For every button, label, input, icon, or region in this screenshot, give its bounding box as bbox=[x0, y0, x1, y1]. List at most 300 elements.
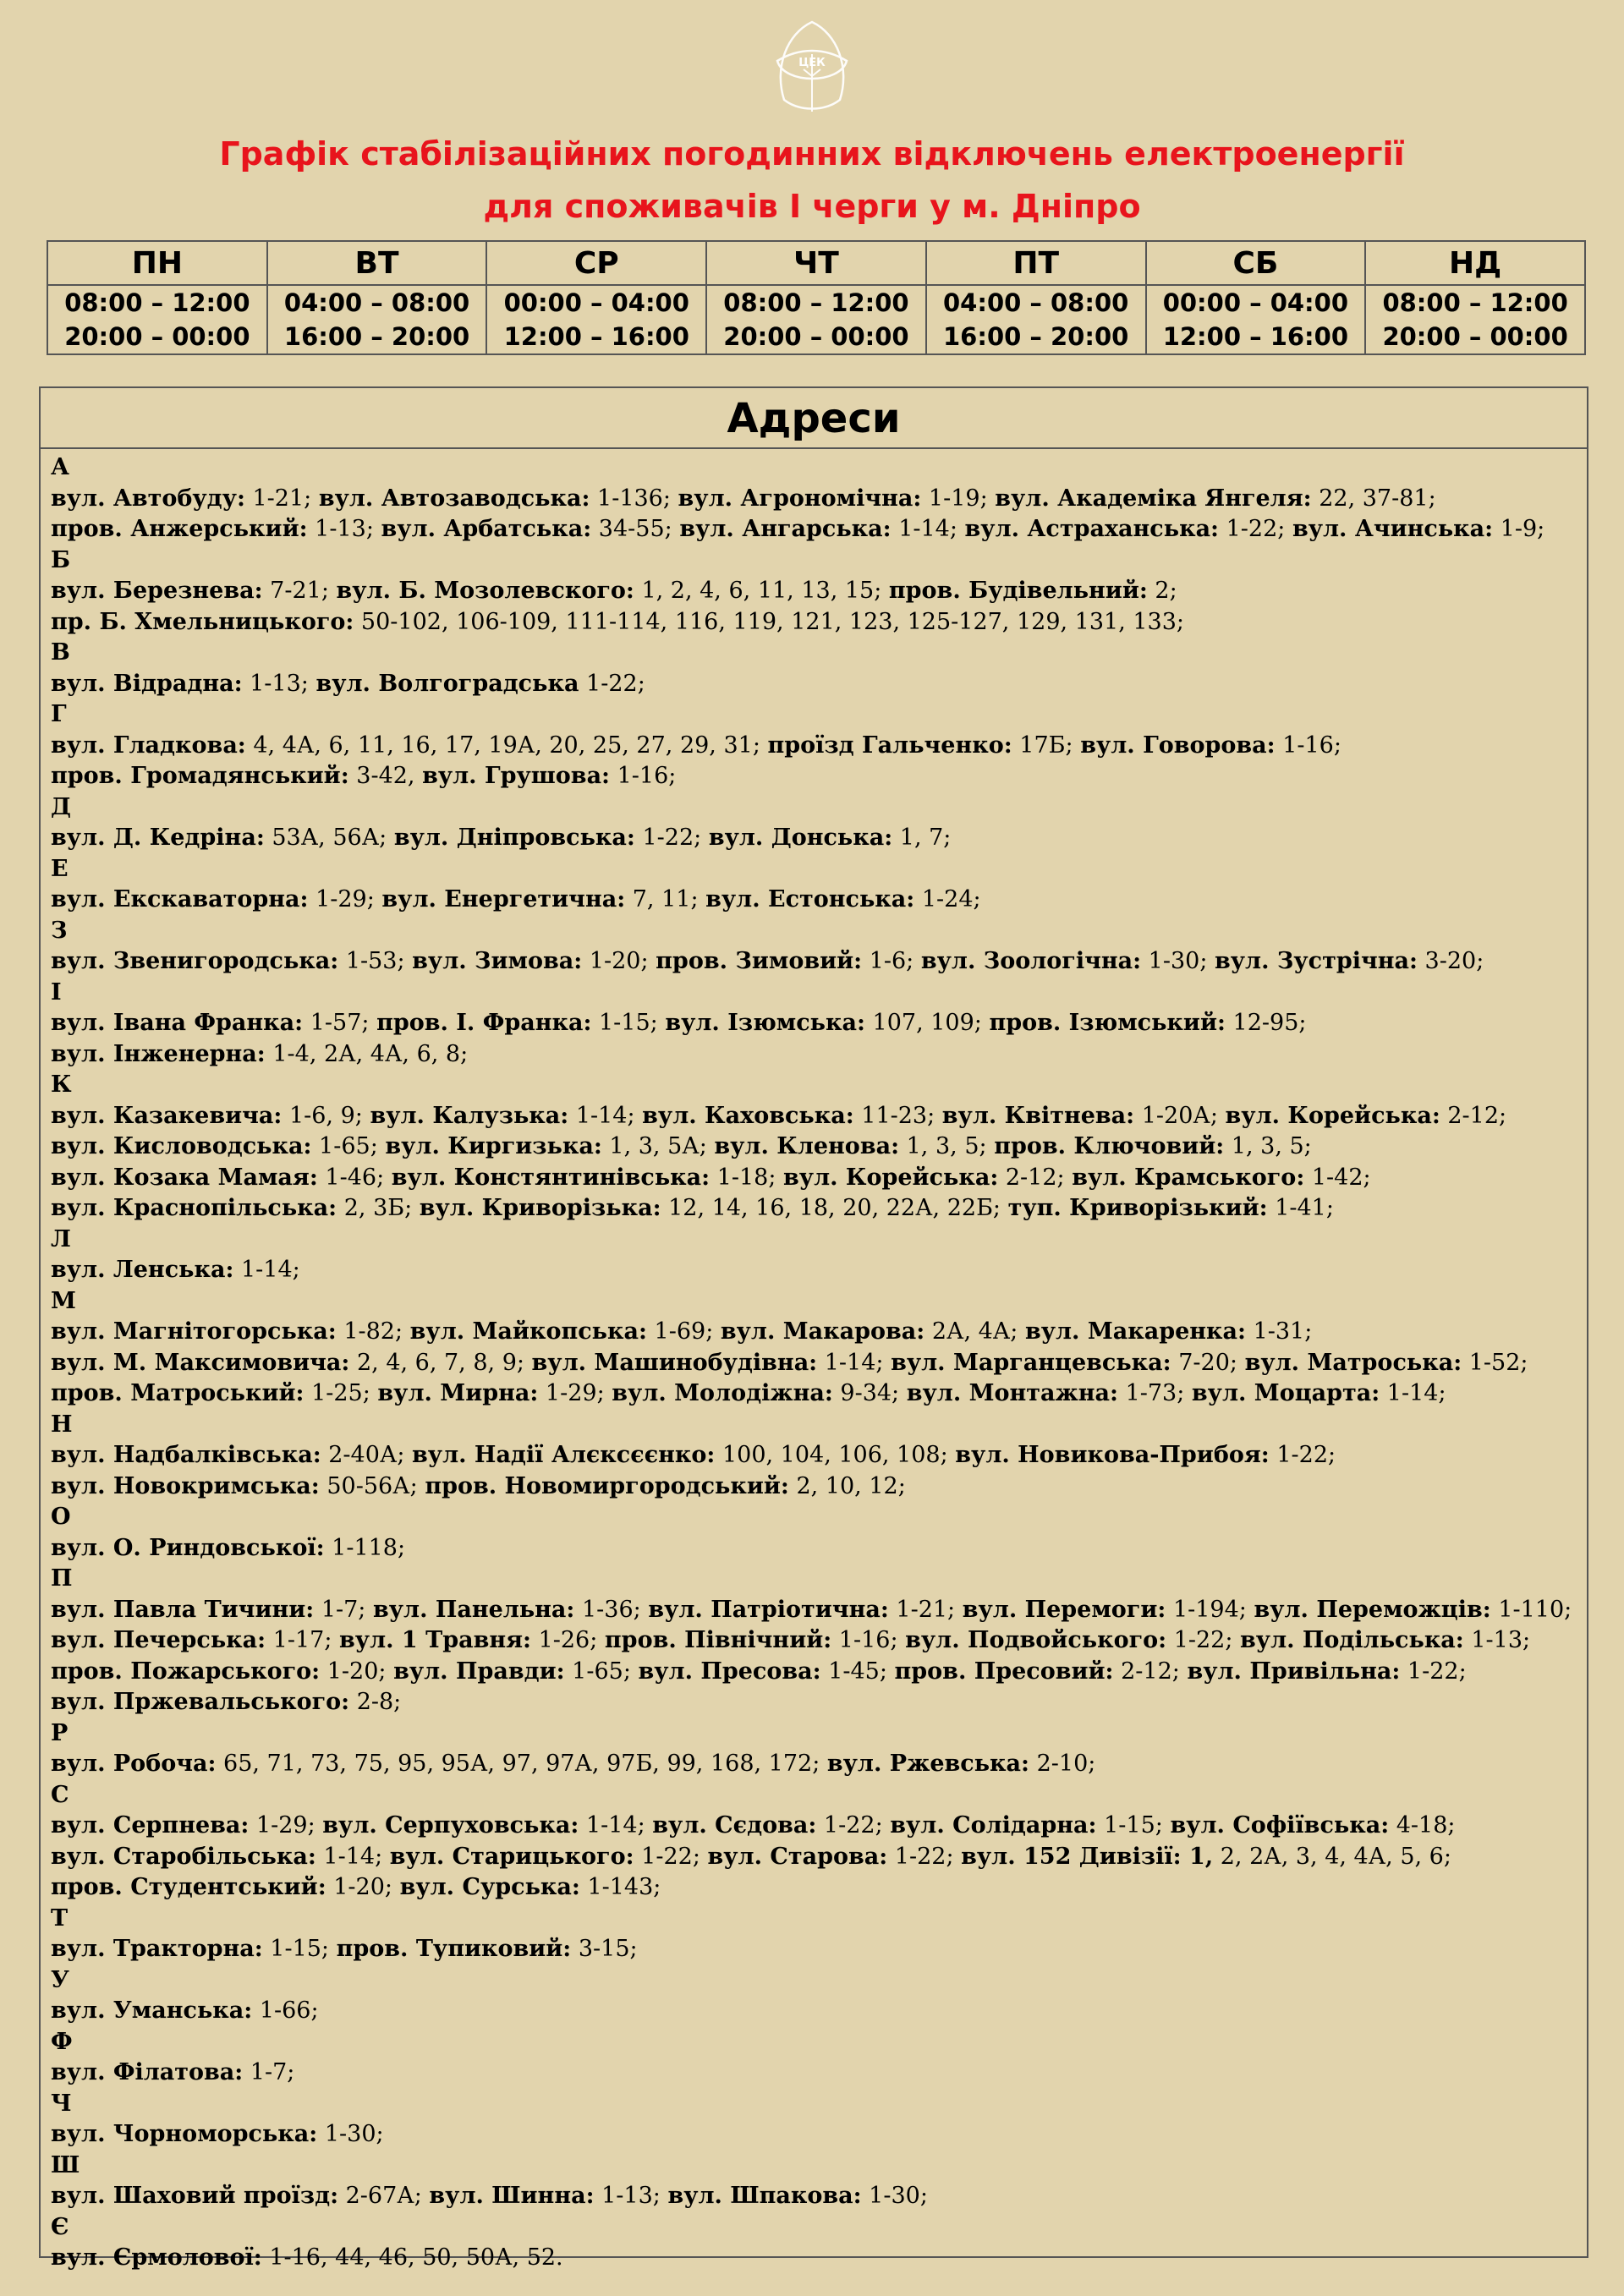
schedule-day-times bbox=[1365, 285, 1585, 354]
schedule-day-times bbox=[486, 285, 706, 354]
section-letter: Н bbox=[51, 1411, 73, 1438]
street-name: вул. Пресова: bbox=[638, 1658, 821, 1685]
street-name: вул. Майкопська: bbox=[409, 1318, 647, 1345]
street-name: вул. Філатова: bbox=[51, 2059, 244, 2085]
house-numbers: 1-14; bbox=[1380, 1380, 1446, 1406]
house-numbers: 65, 71, 73, 75, 95, 95А, 97, 97А, 97Б, 99, 168, 172; bbox=[216, 1751, 827, 1777]
section-letter: А bbox=[51, 454, 69, 480]
section-letter: Т bbox=[51, 1904, 69, 1932]
street-name: вул. Уманська: bbox=[51, 1997, 253, 2024]
street-name: вул. Моцарта: bbox=[1191, 1380, 1380, 1406]
section-letter: М bbox=[51, 1287, 76, 1314]
time-slot: 04:00 – 08:00 bbox=[283, 288, 470, 317]
street-name: вул. Подільська: bbox=[1240, 1627, 1464, 1653]
street-name: туп. Криворізький: bbox=[1007, 1195, 1268, 1221]
street-name: вул. Агрономічна: bbox=[678, 485, 922, 512]
street-name: вул. Корейська: bbox=[1225, 1102, 1440, 1129]
address-line bbox=[51, 576, 1587, 607]
house-numbers: 1-20; bbox=[582, 948, 656, 974]
house-numbers: 1-4, 2А, 4А, 6, 8; bbox=[265, 1040, 469, 1067]
street-name: вул. Машинобудівна: bbox=[531, 1349, 818, 1376]
house-numbers: 7-20; bbox=[1171, 1349, 1245, 1376]
section-letter: П bbox=[51, 1565, 73, 1592]
house-numbers: 1-45; bbox=[820, 1658, 895, 1685]
street-name: вул. Арбатська: bbox=[381, 516, 592, 542]
house-numbers: 1-82; bbox=[336, 1318, 410, 1345]
time-slot: 08:00 – 12:00 bbox=[1382, 288, 1568, 317]
address-line bbox=[51, 1163, 1587, 1194]
section-letter: І bbox=[51, 978, 62, 1006]
street-name: вул. Старова: bbox=[707, 1843, 888, 1870]
page-title-line1: Графік стабілізаційних погодинних відключень електроенергії bbox=[219, 135, 1405, 173]
street-name: вул. Грушова: bbox=[422, 763, 611, 789]
house-numbers: 1-13; bbox=[242, 670, 316, 697]
house-numbers: 1-14; bbox=[233, 1257, 300, 1283]
street-name: вул. Шпакова: bbox=[667, 2183, 862, 2209]
section-letter: К bbox=[51, 1071, 72, 1098]
house-numbers: 1-17; bbox=[266, 1627, 340, 1653]
address-line bbox=[51, 823, 1587, 854]
address-line bbox=[51, 2181, 1587, 2212]
street-name: вул. 1 Травня: bbox=[339, 1627, 531, 1653]
house-numbers: 7-21; bbox=[262, 578, 337, 604]
address-line bbox=[51, 1749, 1587, 1780]
street-name: вул. Єрмолової: bbox=[51, 2244, 262, 2271]
address-line bbox=[51, 484, 1587, 515]
time-slot: 00:00 – 04:00 bbox=[1162, 288, 1349, 317]
street-name: проїзд Гальченко: bbox=[767, 732, 1012, 759]
time-slot: 12:00 – 16:00 bbox=[1162, 322, 1349, 351]
street-name: вул. Кисловодська: bbox=[51, 1133, 312, 1159]
street-name: пров. Тупиковий: bbox=[336, 1936, 572, 1962]
schedule-header-row bbox=[47, 241, 1585, 285]
street-name: вул. Ржевська: bbox=[826, 1751, 1030, 1777]
house-numbers: 1-18; bbox=[710, 1164, 784, 1191]
street-name: вул. Пржевальського: bbox=[51, 1689, 350, 1715]
house-numbers: 50-56А; bbox=[319, 1472, 425, 1499]
time-slot: 00:00 – 04:00 bbox=[503, 288, 689, 317]
schedule-day-header: СБ bbox=[1146, 241, 1366, 285]
street-name: пров. Новомиргородський: bbox=[425, 1472, 789, 1499]
house-numbers: 2, 10, 12; bbox=[788, 1472, 906, 1499]
street-name: вул. Зоологічна: bbox=[920, 948, 1142, 974]
house-numbers: 1-30; bbox=[1141, 948, 1215, 974]
house-numbers: 1, 3, 5А; bbox=[601, 1133, 715, 1159]
house-numbers: 1-15; bbox=[1096, 1812, 1171, 1838]
street-name: вул. Макаренка: bbox=[1024, 1318, 1246, 1345]
house-numbers: 1-14; bbox=[579, 1812, 653, 1838]
street-name: вул. Сурська: bbox=[399, 1874, 580, 1900]
address-line bbox=[51, 1132, 1587, 1163]
house-numbers: 2-12; bbox=[998, 1164, 1073, 1191]
house-numbers: 1-57; bbox=[303, 1010, 377, 1036]
street-name: вул. Надбалківська: bbox=[51, 1442, 321, 1468]
street-name: пр. Б. Хмельницького: bbox=[51, 608, 354, 635]
house-numbers: 1-20; bbox=[326, 1874, 400, 1900]
house-numbers: 1-16; bbox=[831, 1627, 906, 1653]
address-line bbox=[51, 1811, 1587, 1842]
address-line bbox=[51, 1317, 1587, 1348]
street-name: вул. Зимова: bbox=[412, 948, 583, 974]
house-numbers: 11-23; bbox=[853, 1102, 942, 1129]
house-numbers: 3-42, bbox=[348, 763, 423, 789]
house-numbers: 1-14; bbox=[817, 1349, 892, 1376]
street-name: вул. Макарова: bbox=[720, 1318, 925, 1345]
street-name: вул. Калузька: bbox=[370, 1102, 569, 1129]
street-name: вул. Перемоги: bbox=[962, 1596, 1166, 1623]
house-numbers: 1-73; bbox=[1118, 1380, 1192, 1406]
street-name: вул. Говорова: bbox=[1080, 732, 1276, 759]
street-name: вул. Донська: bbox=[708, 825, 893, 851]
house-numbers: 1-29; bbox=[308, 886, 382, 912]
house-numbers: 1-20; bbox=[320, 1658, 394, 1685]
house-numbers: 1-15; bbox=[262, 1936, 337, 1962]
house-numbers: 1-16, 44, 46, 50, 50А, 52. bbox=[261, 2244, 563, 2271]
address-line bbox=[51, 2243, 1587, 2274]
street-name: вул. Робоча: bbox=[51, 1751, 217, 1777]
house-numbers: 1-7; bbox=[243, 2059, 295, 2085]
address-line bbox=[51, 2058, 1587, 2089]
street-name: вул. Академіка Янгеля: bbox=[995, 485, 1312, 512]
street-name: вул. Магнітогорська: bbox=[51, 1318, 337, 1345]
street-name: вул. Серпуховська: bbox=[322, 1812, 579, 1838]
house-numbers: 1-65; bbox=[311, 1133, 386, 1159]
house-numbers: 22, 37-81; bbox=[1311, 485, 1436, 512]
street-name: вул. Новикова-Прибоя: bbox=[955, 1442, 1270, 1468]
house-numbers: 1-6; bbox=[862, 948, 921, 974]
schedule-day-header: ВТ bbox=[267, 241, 487, 285]
street-name: вул. Зустрічна: bbox=[1215, 948, 1418, 974]
street-name: пров. І. Франка: bbox=[376, 1010, 592, 1036]
schedule-times-row bbox=[47, 285, 1585, 354]
street-name: вул. Шинна: bbox=[429, 2183, 595, 2209]
street-name: вул. Криворізька: bbox=[419, 1195, 661, 1221]
page-title-line2: для споживачів І черги у м. Дніпро bbox=[483, 188, 1141, 225]
street-name: вул. Д. Кедріна: bbox=[51, 825, 265, 851]
house-numbers: 2, 2А, 3, 4, 4А, 5, 6; bbox=[1213, 1843, 1451, 1870]
street-name: вул. Краснопільська: bbox=[51, 1195, 337, 1221]
address-line bbox=[51, 1378, 1587, 1410]
street-name: вул. Дніпровська: bbox=[393, 825, 635, 851]
house-numbers: 1-22; bbox=[1269, 1442, 1336, 1468]
addresses-title: Адреси bbox=[41, 388, 1587, 449]
schedule-table bbox=[47, 240, 1586, 355]
address-line bbox=[51, 1471, 1587, 1503]
street-name: вул. Подвойського: bbox=[905, 1627, 1167, 1653]
street-name: вул. Старицького: bbox=[389, 1843, 634, 1870]
house-numbers: 1-14; bbox=[568, 1102, 643, 1129]
street-name: вул. Солідарна: bbox=[890, 1812, 1097, 1838]
street-name: пров. Пресовий: bbox=[894, 1658, 1114, 1685]
house-numbers: 50-102, 106-109, 111-114, 116, 119, 121, 123, 125-127, 129, 131, 133; bbox=[354, 608, 1185, 635]
house-numbers: 3-15; bbox=[571, 1936, 638, 1962]
house-numbers: 4-18; bbox=[1389, 1812, 1456, 1838]
house-numbers: 1-19; bbox=[921, 485, 996, 512]
street-name: вул. Печерська: bbox=[51, 1627, 266, 1653]
house-numbers: 12, 14, 16, 18, 20, 22А, 22Б; bbox=[661, 1195, 1008, 1221]
house-numbers: 12-95; bbox=[1225, 1010, 1307, 1036]
street-name: вул. Інженерна: bbox=[51, 1040, 266, 1067]
house-numbers: 2, 4, 6, 7, 8, 9; bbox=[349, 1349, 532, 1376]
section-letter: У bbox=[51, 1966, 69, 1993]
street-name: вул. Ачинська: bbox=[1292, 516, 1494, 542]
address-line bbox=[51, 1039, 1587, 1071]
street-name: пров. Ізюмський: bbox=[989, 1010, 1226, 1036]
address-line bbox=[51, 514, 1587, 545]
schedule-day-times bbox=[926, 285, 1146, 354]
time-slot: 08:00 – 12:00 bbox=[64, 288, 250, 317]
house-numbers: 34-55; bbox=[591, 516, 680, 542]
street-name: вул. Енергетична: bbox=[381, 886, 626, 912]
street-name: пров. Зимовий: bbox=[656, 948, 863, 974]
schedule-day-header: НД bbox=[1365, 241, 1585, 285]
address-line bbox=[51, 1687, 1587, 1718]
street-name: вул. Квітнева: bbox=[941, 1102, 1135, 1129]
house-numbers: 1-13; bbox=[1463, 1627, 1531, 1653]
company-logo bbox=[765, 17, 859, 118]
time-slot: 12:00 – 16:00 bbox=[503, 322, 689, 351]
house-numbers: 2-40А; bbox=[321, 1442, 413, 1468]
address-line bbox=[51, 1842, 1587, 1873]
street-name: пров. Студентський: bbox=[51, 1874, 326, 1900]
street-name: вул. Марганцевська: bbox=[891, 1349, 1171, 1376]
schedule-day-header: ПТ bbox=[926, 241, 1146, 285]
house-numbers: 1-21; bbox=[244, 485, 319, 512]
house-numbers: 1-15; bbox=[591, 1010, 666, 1036]
street-name: вул. Корейська: bbox=[783, 1164, 999, 1191]
house-numbers: 1-194; bbox=[1166, 1596, 1254, 1623]
schedule-day-times bbox=[47, 285, 267, 354]
address-line bbox=[51, 1008, 1587, 1039]
house-numbers: 1-22; bbox=[887, 1843, 962, 1870]
street-name: вул. Звенигородська: bbox=[51, 948, 339, 974]
street-name: вул. Кленова: bbox=[714, 1133, 900, 1159]
house-numbers: 1-22; bbox=[1166, 1627, 1241, 1653]
house-numbers: 1-41; bbox=[1267, 1195, 1334, 1221]
addresses-panel bbox=[39, 386, 1588, 2271]
street-name: вул. Панельна: bbox=[372, 1596, 575, 1623]
house-numbers: 100, 104, 106, 108; bbox=[715, 1442, 956, 1468]
house-numbers: 1, 7; bbox=[892, 825, 952, 851]
street-name: вул. Екскаваторна: bbox=[51, 886, 309, 912]
address-line bbox=[51, 731, 1587, 762]
house-numbers: 1-46; bbox=[317, 1164, 392, 1191]
address-line bbox=[51, 1872, 1587, 1904]
house-numbers: 2-12; bbox=[1113, 1658, 1188, 1685]
section-letter: Е bbox=[51, 855, 69, 882]
street-name: вул. М. Максимовича: bbox=[51, 1349, 350, 1376]
house-numbers: 1-42; bbox=[1304, 1164, 1371, 1191]
street-name: вул. Ангарська: bbox=[679, 516, 892, 542]
street-name: пров. Пожарського: bbox=[51, 1658, 321, 1685]
street-name: вул. Софіївська: bbox=[1170, 1812, 1390, 1838]
street-name: вул. Матроська: bbox=[1244, 1349, 1462, 1376]
street-name: вул. Сєдова: bbox=[652, 1812, 817, 1838]
addresses-list bbox=[41, 449, 1587, 2274]
address-line bbox=[51, 1657, 1587, 1688]
time-slot: 16:00 – 20:00 bbox=[943, 322, 1129, 351]
section-letter: В bbox=[51, 639, 70, 666]
street-name: вул. Казакевича: bbox=[51, 1102, 283, 1129]
address-line bbox=[51, 1934, 1587, 1965]
section-letter: О bbox=[51, 1504, 71, 1530]
schedule-day-times bbox=[1146, 285, 1366, 354]
house-numbers: 1-16; bbox=[1275, 732, 1341, 759]
house-numbers: 17Б; bbox=[1012, 732, 1081, 759]
house-numbers: 1, 3, 5; bbox=[1224, 1133, 1312, 1159]
street-name: пров. Ключовий: bbox=[994, 1133, 1225, 1159]
street-name: вул. Естонська: bbox=[705, 886, 915, 912]
street-name: пров. Матроський: bbox=[51, 1380, 304, 1406]
street-name: вул. Крамського: bbox=[1072, 1164, 1305, 1191]
section-letter: Є bbox=[51, 2213, 69, 2240]
street-name: пров. Будівельний: bbox=[888, 578, 1148, 604]
street-name: вул. Шаховий проїзд: bbox=[51, 2183, 339, 2209]
address-line bbox=[51, 1101, 1587, 1132]
street-name: вул. Відрадна: bbox=[51, 670, 243, 697]
house-numbers: 1-14; bbox=[891, 516, 965, 542]
section-letter: З bbox=[51, 917, 68, 944]
address-line bbox=[51, 1996, 1587, 2027]
address-line bbox=[51, 946, 1587, 978]
street-name: вул. Автозаводська: bbox=[318, 485, 590, 512]
house-numbers: 1-30; bbox=[317, 2121, 384, 2147]
time-slot: 20:00 – 00:00 bbox=[1382, 322, 1568, 351]
street-name: вул. Волгоградська bbox=[315, 670, 579, 697]
house-numbers: 2, 3Б; bbox=[337, 1195, 420, 1221]
street-name: вул. Надії Алєксєєнко: bbox=[412, 1442, 716, 1468]
address-line bbox=[51, 607, 1587, 638]
street-name: вул. Гладкова: bbox=[51, 732, 246, 759]
address-line bbox=[51, 1533, 1587, 1564]
address-line bbox=[51, 1440, 1587, 1471]
street-name: вул. Івана Франка: bbox=[51, 1010, 304, 1036]
street-name: вул. О. Риндовської: bbox=[51, 1534, 325, 1561]
schedule-day-header: ПН bbox=[47, 241, 267, 285]
house-numbers: 4, 4А, 6, 11, 16, 17, 19А, 20, 25, 27, 29, 31; bbox=[245, 732, 768, 759]
street-name: вул. Киргизька: bbox=[385, 1133, 602, 1159]
address-line bbox=[51, 1255, 1587, 1286]
address-line bbox=[51, 1625, 1587, 1657]
street-name: вул. Каховська: bbox=[642, 1102, 854, 1129]
section-letter: С bbox=[51, 1781, 69, 1808]
house-numbers: 1-69; bbox=[646, 1318, 721, 1345]
address-line bbox=[51, 1193, 1587, 1225]
street-name: вул. Привільна: bbox=[1187, 1658, 1401, 1685]
schedule-day-header: СР bbox=[486, 241, 706, 285]
address-line bbox=[51, 2119, 1587, 2151]
house-numbers: 1-25; bbox=[304, 1380, 378, 1406]
street-name: вул. Березнева: bbox=[51, 578, 263, 604]
house-numbers: 1-22; bbox=[634, 825, 709, 851]
house-numbers: 1-9; bbox=[1493, 516, 1545, 542]
section-letter: Л bbox=[51, 1225, 71, 1252]
street-name: вул. Б. Мозолевского: bbox=[336, 578, 634, 604]
address-line bbox=[51, 885, 1587, 916]
house-numbers: 2-12; bbox=[1440, 1102, 1507, 1129]
address-line bbox=[51, 761, 1587, 792]
house-numbers: 2-10; bbox=[1029, 1751, 1096, 1777]
section-letter: Г bbox=[51, 701, 67, 727]
house-numbers: 1-29; bbox=[249, 1812, 323, 1838]
house-numbers: 1-22; bbox=[1400, 1658, 1467, 1685]
street-name: пров. Анжерський: bbox=[51, 516, 308, 542]
house-numbers: 1-24; bbox=[914, 886, 981, 912]
section-letter: Ш bbox=[51, 2151, 80, 2178]
house-numbers: 1-143; bbox=[579, 1874, 661, 1900]
house-numbers: 1-29; bbox=[538, 1380, 612, 1406]
schedule-day-times bbox=[267, 285, 487, 354]
street-name: пров. Північний: bbox=[604, 1627, 832, 1653]
street-name: вул. Патріотична: bbox=[648, 1596, 889, 1623]
street-name: вул. Молодіжна: bbox=[612, 1380, 833, 1406]
house-numbers: 1-20А; bbox=[1134, 1102, 1226, 1129]
section-letter: Д bbox=[51, 793, 72, 820]
schedule-day-header: ЧТ bbox=[706, 241, 926, 285]
time-slot: 20:00 – 00:00 bbox=[723, 322, 909, 351]
house-numbers: 1-31; bbox=[1245, 1318, 1313, 1345]
house-numbers: 1-30; bbox=[861, 2183, 928, 2209]
street-name: вул. Серпнева: bbox=[51, 1812, 250, 1838]
house-numbers: 1-26; bbox=[531, 1627, 605, 1653]
section-letter: Ч bbox=[51, 2090, 72, 2117]
house-numbers: 2; bbox=[1147, 578, 1177, 604]
house-numbers: 1-22; bbox=[579, 670, 645, 697]
street-name: вул. Ленська: bbox=[51, 1257, 234, 1283]
house-numbers: 1-22; bbox=[816, 1812, 891, 1838]
section-letter: Ф bbox=[51, 2028, 73, 2055]
street-name: вул. Ізюмська: bbox=[665, 1010, 865, 1036]
street-name: вул. Старобільська: bbox=[51, 1843, 316, 1870]
street-name: вул. 152 Дивізії: 1, bbox=[961, 1843, 1214, 1870]
street-name: вул. Чорноморська: bbox=[51, 2121, 318, 2147]
house-numbers: 2-8; bbox=[349, 1689, 402, 1715]
house-numbers: 1-53; bbox=[338, 948, 413, 974]
house-numbers: 107, 109; bbox=[864, 1010, 990, 1036]
house-numbers: 1, 2, 4, 6, 11, 13, 15; bbox=[634, 578, 889, 604]
house-numbers: 1-36; bbox=[574, 1596, 649, 1623]
house-numbers: 1-136; bbox=[590, 485, 678, 512]
street-name: вул. Новокримська: bbox=[51, 1472, 320, 1499]
street-name: вул. Монтажна: bbox=[906, 1380, 1118, 1406]
house-numbers: 1-118; bbox=[324, 1534, 406, 1561]
house-numbers: 1, 3, 5; bbox=[899, 1133, 995, 1159]
house-numbers: 1-16; bbox=[610, 763, 677, 789]
address-line bbox=[51, 1595, 1587, 1626]
time-slot: 08:00 – 12:00 bbox=[723, 288, 909, 317]
street-name: вул. Правди: bbox=[393, 1658, 565, 1685]
house-numbers: 1-66; bbox=[252, 1997, 319, 2024]
street-name: вул. Констянтинівська: bbox=[391, 1164, 710, 1191]
house-numbers: 2А, 4А; bbox=[924, 1318, 1025, 1345]
time-slot: 20:00 – 00:00 bbox=[64, 322, 250, 351]
time-slot: 04:00 – 08:00 bbox=[943, 288, 1129, 317]
house-numbers: 1-13; bbox=[594, 2183, 668, 2209]
svg-text:ЦЕК: ЦЕК bbox=[798, 57, 826, 69]
section-letter: Б bbox=[51, 546, 71, 573]
house-numbers: 3-20; bbox=[1417, 948, 1484, 974]
street-name: вул. Автобуду: bbox=[51, 485, 245, 512]
house-numbers: 1-110; bbox=[1490, 1596, 1572, 1623]
house-numbers: 7, 11; bbox=[625, 886, 706, 912]
house-numbers: 1-6, 9; bbox=[282, 1102, 370, 1129]
house-numbers: 1-7; bbox=[314, 1596, 373, 1623]
house-numbers: 1-22; bbox=[634, 1843, 708, 1870]
street-name: вул. Козака Мамая: bbox=[51, 1164, 318, 1191]
house-numbers: 1-21; bbox=[888, 1596, 963, 1623]
section-letter: Р bbox=[51, 1719, 69, 1746]
street-name: вул. Павла Тичини: bbox=[51, 1596, 315, 1623]
